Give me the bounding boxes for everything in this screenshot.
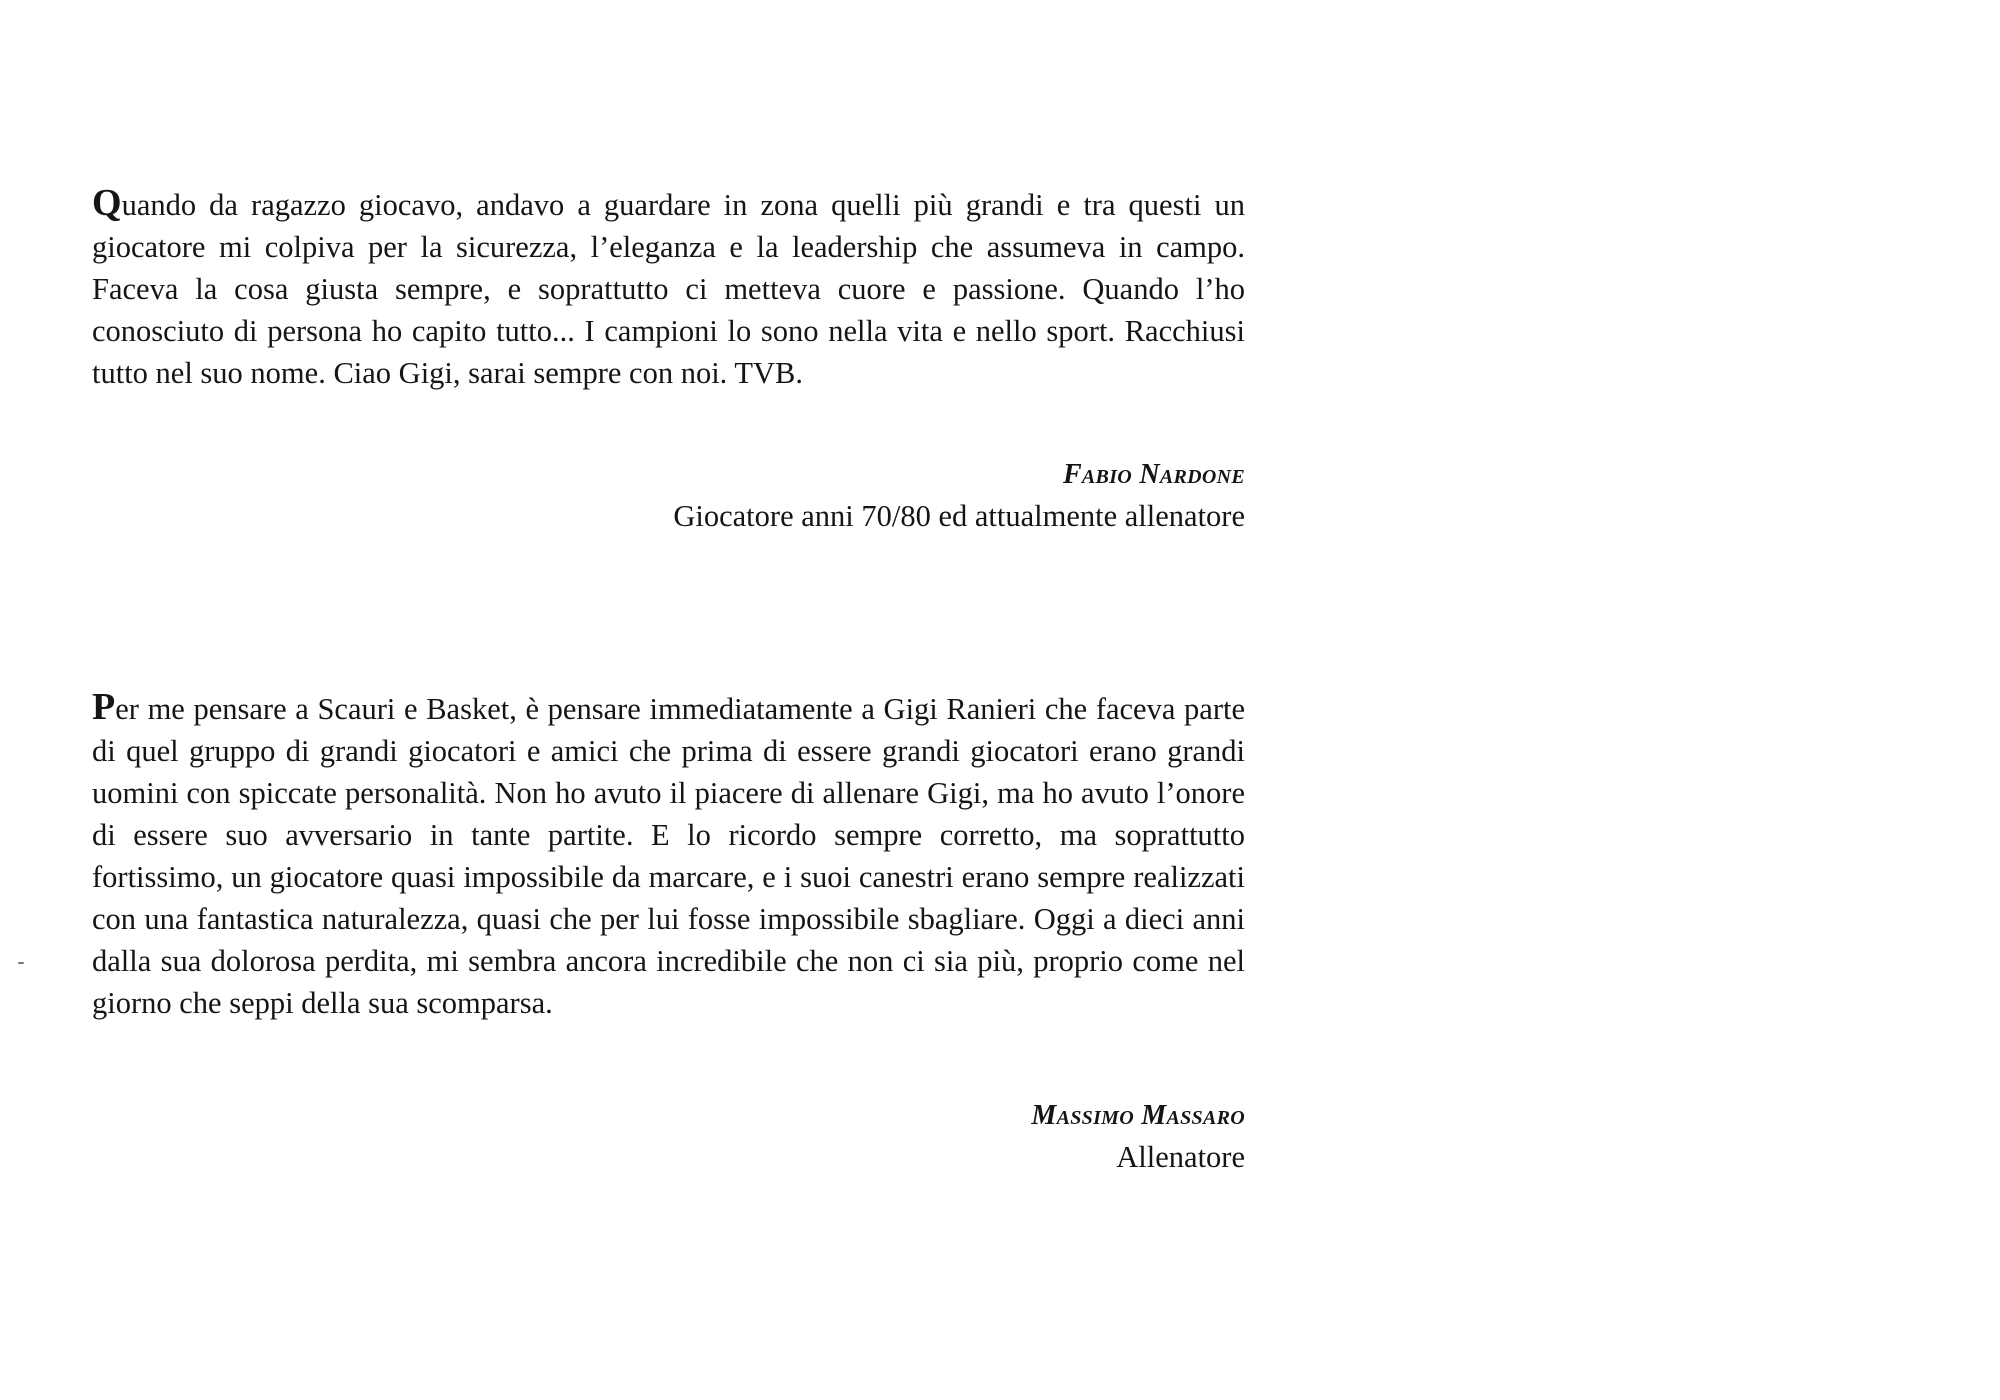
signature-block [92,455,1245,537]
testimonial-text [92,688,1245,1024]
testimonial-body: er me pensare a Scauri e Basket, è pensare immediatamente a Gigi Ranieri che faceva parte di quel gruppo di grandi giocatori e amici che prima di essere grandi giocatori erano grandi uomini con spiccate personalità. Non ho avuto il piacere di allenare Gigi, ma ho avuto l’onore di essere suo avversario in tante partite. E lo ricordo sempre corretto, ma soprattutto fortissimo, un giocatore quasi impossibile da marcare, e i suoi canestri erano sempre realizzati con una fantastica naturalezza, quasi che per lui fosse impossibile sbagliare. Oggi a dieci anni dalla sua dolorosa perdita, mi sembra ancora incredibile che non ci sia più, proprio come nel giorno che seppi della sua scomparsa. [92,692,1245,1020]
testimonial-body: uando da ragazzo giocavo, andavo a guardare in zona quelli più grandi e tra questi un giocatore mi colpiva per la sicurezza, l’eleganza e la leadership che assumeva in campo. Faceva la cosa giusta sempre, e soprattutto ci metteva cuore e passione. Quando l’ho conosciuto di persona ho capito tutto... I campioni lo sono nella vita e nello sport. Racchiusi tutto nel suo nome. Ciao Gigi, sarai sempre con noi. TVB. [92,188,1245,390]
testimonial-fabio-nardone [92,184,1245,537]
scan-speck [18,962,24,964]
drop-cap-initial: P [92,686,116,728]
author-role: Allenatore [1116,1140,1245,1174]
author-role: Giocatore anni 70/80 ed attualmente allenatore [673,499,1245,533]
signature-block [92,1096,1245,1178]
testimonial-text [92,184,1245,394]
author-name: Massimo Massaro [1031,1100,1245,1131]
author-name: Fabio Nardone [1062,459,1245,490]
drop-cap-initial: Q [92,182,122,224]
testimonial-massimo-massaro [92,688,1245,1178]
